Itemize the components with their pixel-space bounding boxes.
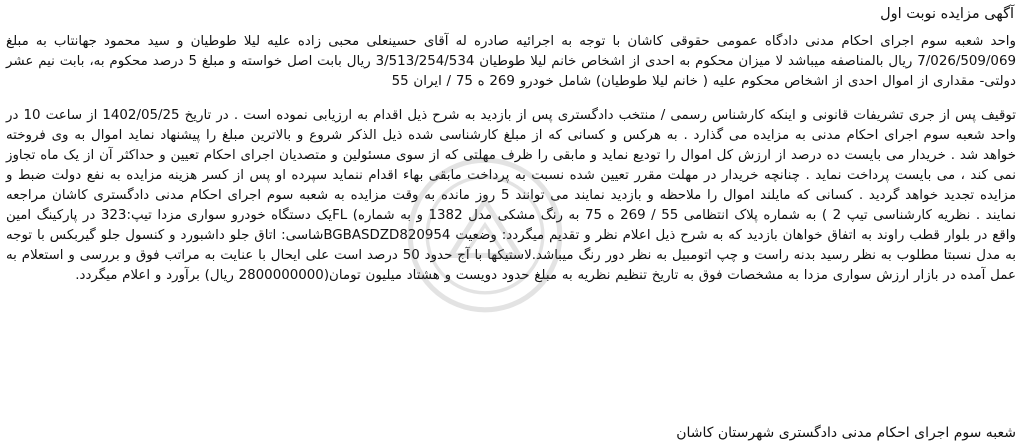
notice-title: آگهی مزایده نوبت اول (880, 6, 1014, 22)
notice-paragraph-2: توقیف پس از جری تشریفات قانونی و اینکه کارشناس رسمی / منتخب دادگستری پس از بازدید به شرح ذیل اقدام به ارزیابی نموده است . در تاریخ 1402/05/25 از ساعت 10 در واحد شعبه سوم اجرای احکام مدنی به مزایده می گذارد . به هرکس و کسانی که از مبلغ کارشناسی شده ذیل الذکر شروع و بالاترین مبلغ را پیشنهاد نماید اموال به وی فروخته خواهد شد . خریدار می بایست ده درصد از ارزش کل اموال را تودیع نماید و مابقی را ظرف مهلتی که از سوی مسئولین و متصدیان اجرای احکام تعیین و حداکثر آن از یک ماه تجاوز نمی کند ، می بایست پرداخت نماید . چنانچه خریدار در مهلت مقرر تعیین شده نسبت به پرداخت مابقی بهاء اقدام ننماید سپرده او پس از کسر هزینه مزایده به نفع دولت ضبط و مزایده تجدید خواهد گردید . کسانی که مایلند اموال را ملاحظه و بازدید نمایند می توانند 5 روز مانده به وقت مزایده به شعبه سوم اجرای احکام مدنی دادگستری کاشان مراجعه نمایند . نظریه کارشناسی تیپ 2 ) به شماره پلاک انتظامی 55 / 269 ه 75 به رنگ مشکی مدل 1382 و به شماره) FLیک دستگاه خودرو سواری مزدا تیپ:323 در پارکینگ امین واقع در بلوار قطب راوند به اتفاق خواهان بازدید که به شرح ذیل اعلام نظر و تقدیم میگردد: وضعیت BGBASDZD820954شاسی: اتاق جلو داشبورد و کنسول جلو گیربکس با توجه به مدل نسبتا مطلوب به نظر رسید بدنه راست و چپ اتومبیل به نظر دور رنگ میباشد.لاستیکها با آج حدود 50 درصد است علی ایحال با عنایت به مراتب فوق و بررسی و استعلام به عمل آمده در بازار ارزش سواری مزدا به مشخصات فوق به تاریخ تنظیم نظریه به مبلغ حدود دویست و هشتاد میلیون تومان(2800000000 ریال) برآورد و اعلام میگردد. (6, 108, 1017, 283)
notice-paragraph-1: واحد شعبه سوم اجرای احکام مدنی دادگاه عمومی حقوقی کاشان با توجه به اجرائیه صادره له آقای حسینعلی محبی زاده علیه لیلا طوطیان و سید محمود جهانتاب به مبلغ 7/026/509/069 ریال بالمناصفه میباشد لا میزان محکوم به احدی از اشخاص خانم لیلا طوطیان 3/513/254/534 ریال بابت اصل خواسته و مبلغ 5 درصد محکوم به، بابت نیم عشر دولتی- مقداری از اموال احدی از اشخاص محکوم علیه ( خانم لیلا طوطیان) شامل خودرو 269 ه 75 / ایران 55 (6, 34, 1016, 89)
notice-footer-signature: شعبه سوم اجرای احکام مدنی دادگستری شهرستان کاشان (676, 425, 1016, 441)
